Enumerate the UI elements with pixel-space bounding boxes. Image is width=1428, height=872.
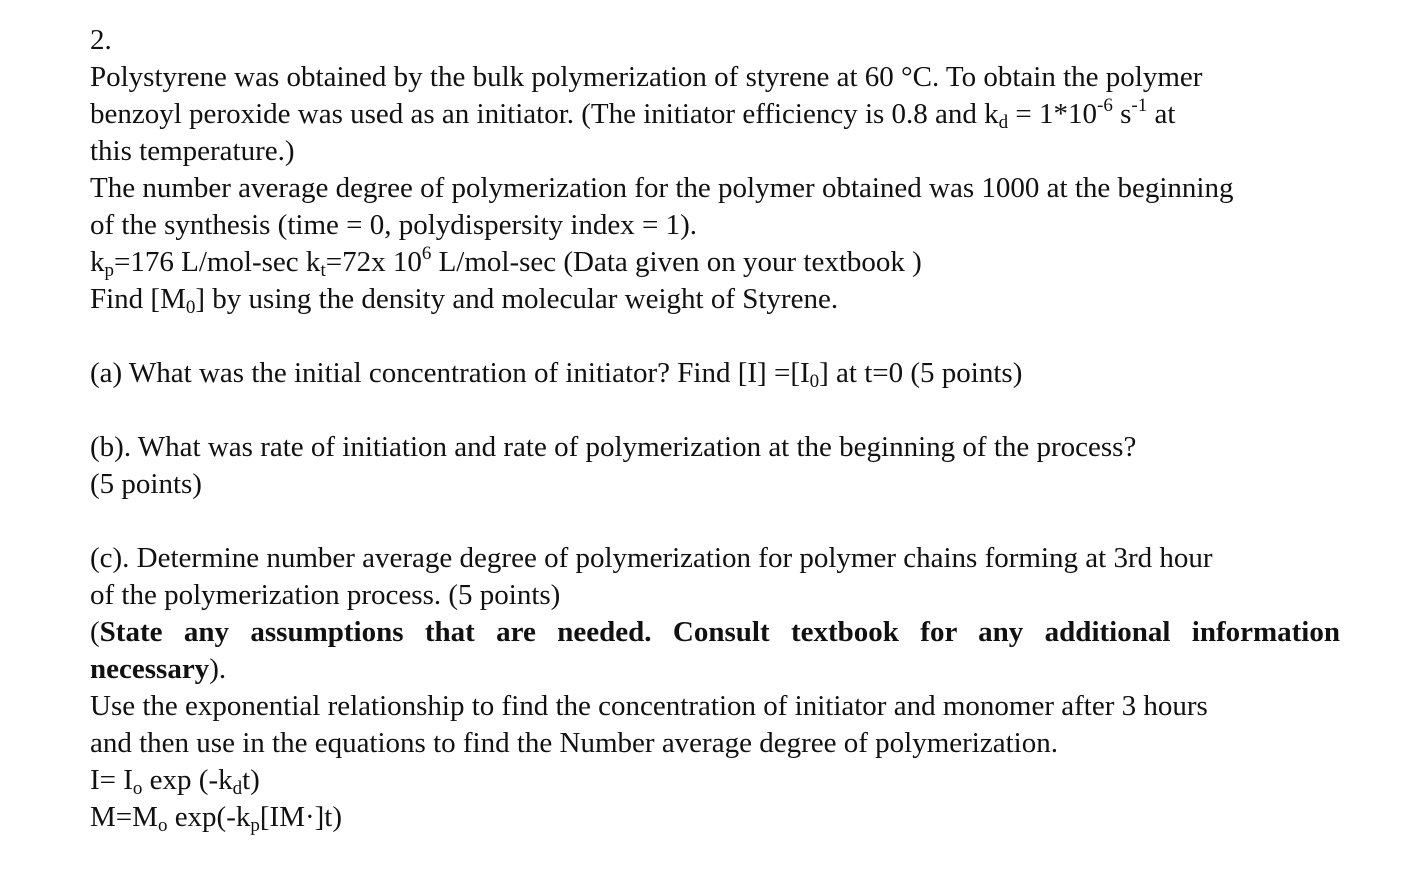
problem-document [90, 22, 1340, 836]
spacer [90, 503, 1340, 540]
part-b-question: (b). What was rate of initiation and rate of polymerization at the beginning of the process? [90, 431, 1137, 463]
part-c-instruction-line-2: and then use in the equations to find the Number average degree of polymerization. [90, 727, 1058, 759]
monomer-concentration-line: Find $[M_0]$ by using the density and molecular weight of Styrene. [90, 283, 839, 318]
part-b-points: (5 points) [90, 468, 202, 500]
intro-line-3: this temperature.) [90, 135, 295, 167]
part-a-question: (a) What was the initial concentration of initiator? Find $[I] =[I_0]$ at t=0 (5 points) [90, 357, 1023, 392]
intro-line-4: The number average degree of polymerization for the polymer obtained was 1000 at the beginning [90, 172, 1234, 204]
part-c-assumptions-end: necessary). [90, 653, 227, 685]
intro-line-5: of the synthesis (time = 0, polydispersity index = 1). [90, 209, 698, 241]
rate-constants-line: $k_p=176$ L/mol-sec $k_t=72x$ $10^6$ L/mol-sec (Data given on your textbook ) [90, 243, 922, 281]
intro-line-2: benzoyl peroxide was used as an initiator. (The initiator efficiency is 0.8 and $k_d = 1*10^{-6}$ $s^{-1}$ at [90, 95, 1176, 133]
monomer-decay-equation: $M=M_o$ $\exp(-k_p[IM\cdot]t)$ [90, 801, 343, 836]
part-c-question-line-2: of the polymerization process. (5 points) [90, 579, 561, 611]
intro-line-1: Polystyrene was obtained by the bulk polymerization of styrene at 60 °C. To obtain the polymer [90, 61, 1203, 93]
part-c-assumptions-line: (State any assumptions that are needed. Consult textbook for any additional information [90, 616, 1340, 648]
problem-number: 2. [90, 24, 112, 56]
spacer [90, 392, 1340, 429]
initiator-decay-equation: $I= I_o$ $\exp (-k_dt)$ [90, 764, 260, 799]
part-c-instruction-line-1: Use the exponential relationship to find the concentration of initiator and monomer after 3 hours [90, 690, 1208, 722]
spacer [90, 318, 1340, 355]
part-c-question-line-1: (c). Determine number average degree of polymerization for polymer chains forming at 3rd hour [90, 542, 1213, 574]
